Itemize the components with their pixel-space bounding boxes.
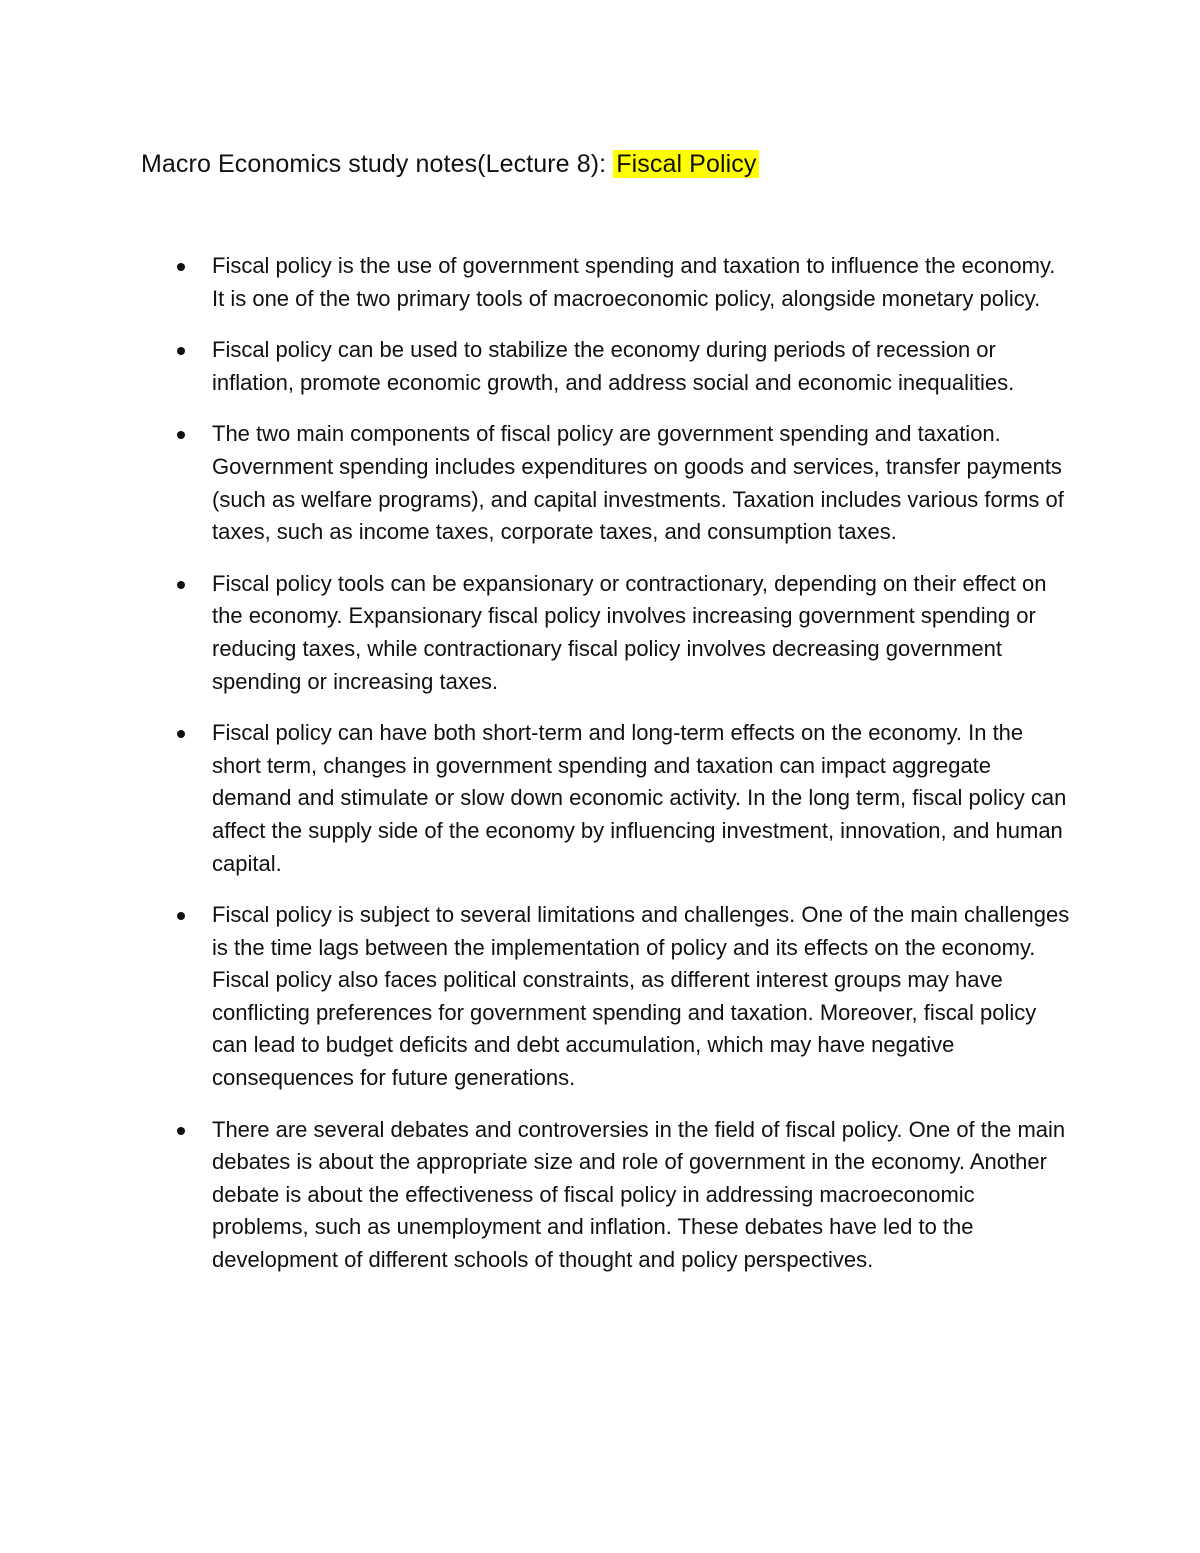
bullet-icon (177, 581, 185, 589)
list-item-text: Fiscal policy can be used to stabilize the economy during periods of recession or inflation, promote economic growth, and address social and economic inequalities. (212, 337, 1015, 395)
bullet-icon (177, 263, 185, 271)
list-item-text: Fiscal policy tools can be expansionary or contractionary, depending on their effect on the economy. Expansionary fiscal policy involves increasing government spending or reducing taxes, while contractionary fiscal policy involves decreasing government spending or increasing taxes. (212, 570, 1047, 694)
list-item-text: Fiscal policy can have both short-term and long-term effects on the economy. In the short term, changes in government spending and taxation can impact aggregate demand and stimulate or slow down economic activity. In the long term, fiscal policy can affect the supply side of the economy by influencing investment, innovation, and human capital. (212, 720, 1067, 876)
list-item-text: Fiscal policy is the use of government spending and taxation to influence the economy. It is one of the two primary tools of macroeconomic policy, alongside monetary policy. (212, 253, 1056, 311)
list-item-text: There are several debates and controversies in the field of fiscal policy. One of the main debates is about the appropriate size and role of government in the economy. Another debate is about the effectiveness of fiscal policy in addressing macroeconomic problems, such as unemployment and inflation. These debates have led to the development of different schools of thought and policy perspectives. (212, 1116, 1066, 1273)
title-text: Macro Economics study notes(Lecture 8): (141, 150, 614, 178)
list-item-text: Fiscal policy is subject to several limitations and challenges. One of the main challenges is the time lags between the implementation of policy and its effects on the economy. Fiscal policy also faces political constraints, as different interest groups may have conflicting preferences for government spending and taxation. Moreover, fiscal policy can lead to budget deficits and debt accumulation, which may have negative consequences for future generations. (212, 902, 1070, 1091)
list-item (212, 418, 1072, 548)
list-item (212, 250, 1072, 315)
list-item (212, 1114, 1072, 1277)
bullet-icon (177, 730, 185, 738)
bullet-icon (177, 431, 185, 439)
list-item (212, 334, 1072, 399)
list-item (212, 899, 1072, 1095)
document-title (141, 147, 759, 181)
list-item (212, 568, 1072, 698)
list-item-text: The two main components of fiscal policy are government spending and taxation. Government spending includes expenditures on goods and services, transfer payments (such as welfare programs), and capital investments. Taxation includes various forms of taxes, such as income taxes, corporate taxes, and consumption taxes. (212, 421, 1064, 545)
bullet-list (212, 250, 1072, 1296)
title-highlight: Fiscal Policy (613, 150, 759, 178)
bullet-icon (177, 912, 185, 920)
bullet-icon (177, 1127, 185, 1135)
list-item (212, 717, 1072, 880)
bullet-icon (177, 347, 185, 355)
